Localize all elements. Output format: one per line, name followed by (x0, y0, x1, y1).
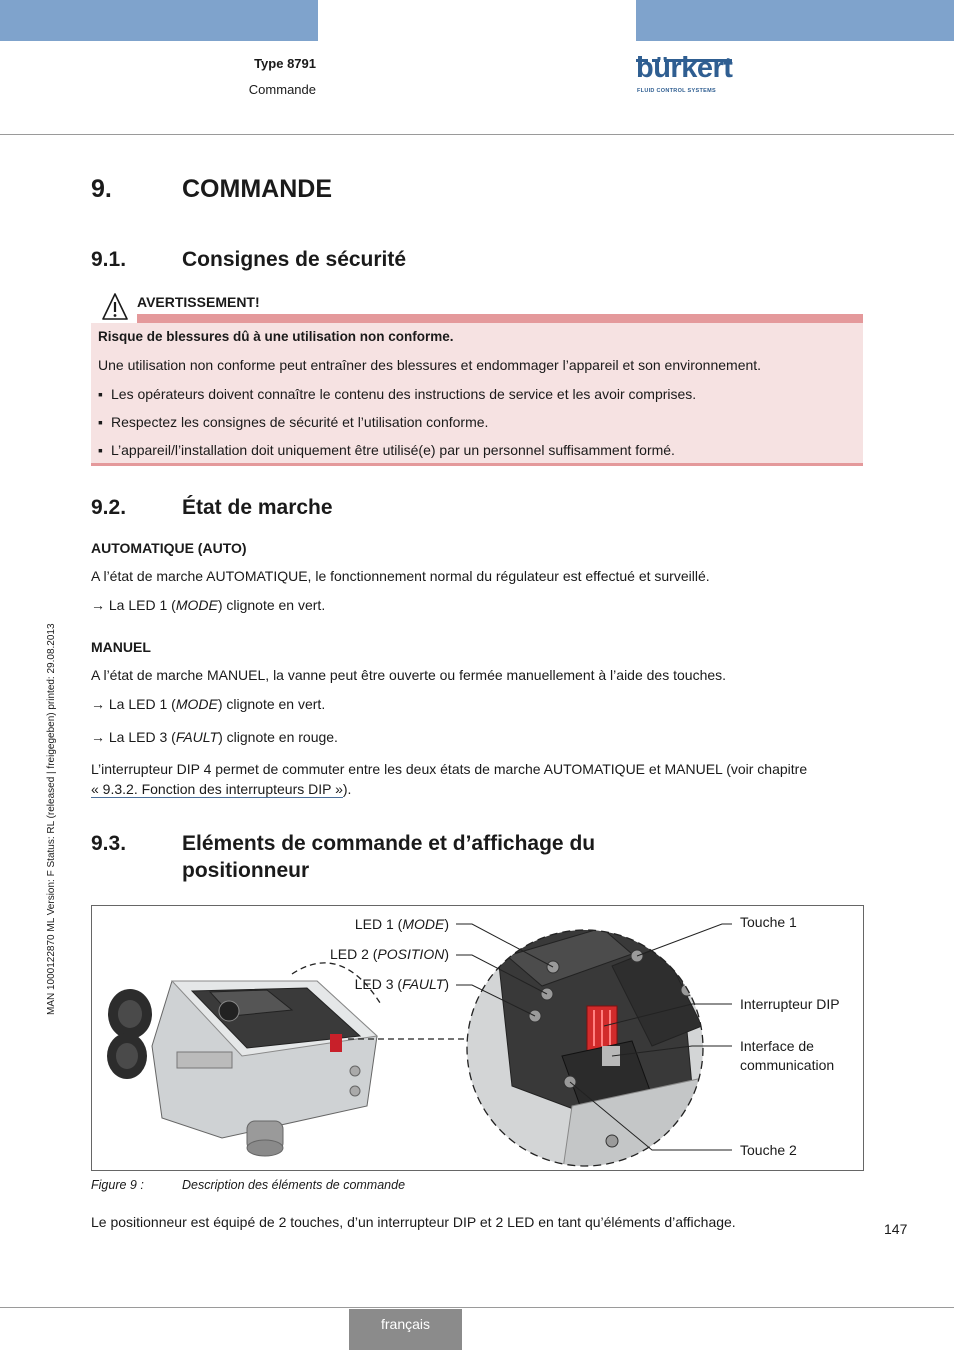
figure-caption-number: Figure 9 : (91, 1178, 144, 1192)
warning-label: AVERTISSEMENT! (137, 294, 260, 310)
burkert-logo (636, 52, 736, 98)
header-band-left (0, 0, 318, 41)
positioner-illustration (92, 906, 862, 1168)
footer-rule (0, 1307, 954, 1308)
logo-wordmark: bürkert (636, 52, 733, 84)
label-led2-position: LED 2 (POSITION) (329, 946, 449, 962)
chapter-title: COMMANDE (182, 175, 332, 203)
arrow-icon: → (91, 696, 105, 712)
section-number-9-2: 9.2. (91, 496, 127, 519)
warning-bullet-marker: ▪ (98, 442, 103, 458)
document-type: Type 8791 (254, 56, 316, 71)
manual-led3-result: → La LED 3 (FAULT) clignote en rouge. (91, 729, 338, 745)
manual-mode-text: A l’état de marche MANUEL, la vanne peut être ouverte ou fermée manuellement à l’aide des touches. (91, 667, 727, 683)
dip-switch-text-line2: « 9.3.2. Fonction des interrupteurs DIP »). (91, 781, 352, 797)
section-title-9-2: État de marche (182, 496, 333, 519)
label-interface-line1: Interface de (740, 1038, 814, 1054)
chapter-number: 9. (91, 175, 112, 203)
warning-bullet: Les opérateurs doivent connaître le contenu des instructions de service et les avoir comprises. (111, 386, 697, 402)
warning-risk-title: Risque de blessures dû à une utilisation non conforme. (98, 329, 454, 344)
warning-box-bottom-rule (91, 463, 863, 466)
language-tab: français (349, 1309, 462, 1350)
header-rule (0, 134, 954, 135)
arrow-icon: → (91, 597, 105, 613)
section-title-9-3-line2: positionneur (182, 859, 310, 882)
dip-switch-text: L’interrupteur DIP 4 permet de commuter entre les deux états de marche AUTOMATIQUE et MANUEL (voir chapitre (91, 761, 808, 777)
auto-led-result: → La LED 1 (MODE) clignote en vert. (91, 597, 326, 613)
page-number: 147 (884, 1221, 908, 1237)
warning-risk-text: Une utilisation non conforme peut entraîner des blessures et endommager l’appareil et son environnement. (98, 357, 762, 373)
auto-mode-heading: AUTOMATIQUE (AUTO) (91, 540, 247, 556)
label-led1-mode: LED 1 (MODE) (354, 916, 449, 932)
positioner-overview (107, 981, 377, 1156)
document-metadata-vertical: MAN 1000122870 ML Version: F Status: RL (released | freigegeben) printed: 29.08.2013 (46, 623, 57, 1015)
warning-bullet-marker: ▪ (98, 386, 103, 402)
dip-function-link[interactable]: « 9.3.2. Fonction des interrupteurs DIP » (91, 781, 343, 797)
warning-title-bar (137, 314, 863, 323)
section-title-9-3: Eléments de commande et d’affichage du (182, 832, 596, 855)
warning-bullet: L’appareil/l’installation doit uniquement être utilisé(e) par un personnel suffisamment formé. (111, 442, 675, 458)
section-title-9-1: Consignes de sécurité (182, 248, 407, 271)
label-interrupteur-dip: Interrupteur DIP (740, 996, 840, 1012)
running-section-title: Commande (248, 82, 316, 97)
warning-triangle-icon (101, 292, 129, 322)
section-number-9-3: 9.3. (91, 832, 127, 855)
label-touche-1: Touche 1 (740, 914, 797, 930)
manual-led1-result: → La LED 1 (MODE) clignote en vert. (91, 696, 326, 712)
label-touche-2: Touche 2 (740, 1142, 797, 1158)
label-led3-fault: LED 3 (FAULT) (354, 976, 449, 992)
section-number-9-1: 9.1. (91, 248, 127, 271)
logo-tagline: FLUID CONTROL SYSTEMS (637, 88, 716, 94)
arrow-icon: → (91, 729, 105, 745)
warning-bullet: Respectez les consignes de sécurité et l’utilisation conforme. (111, 414, 489, 430)
auto-mode-text: A l’état de marche AUTOMATIQUE, le fonctionnement normal du régulateur est effectué et surveillé. (91, 568, 710, 584)
figure-caption-text: Description des éléments de commande (182, 1178, 406, 1192)
manual-mode-heading: MANUEL (91, 639, 151, 655)
closing-paragraph: Le positionneur est équipé de 2 touches, d’un interrupteur DIP et 2 LED en tant qu’éléments d’affichage. (91, 1214, 736, 1230)
label-interface-line2: communication (740, 1057, 835, 1073)
header-band-right (636, 0, 954, 41)
warning-bullet-marker: ▪ (98, 414, 103, 430)
